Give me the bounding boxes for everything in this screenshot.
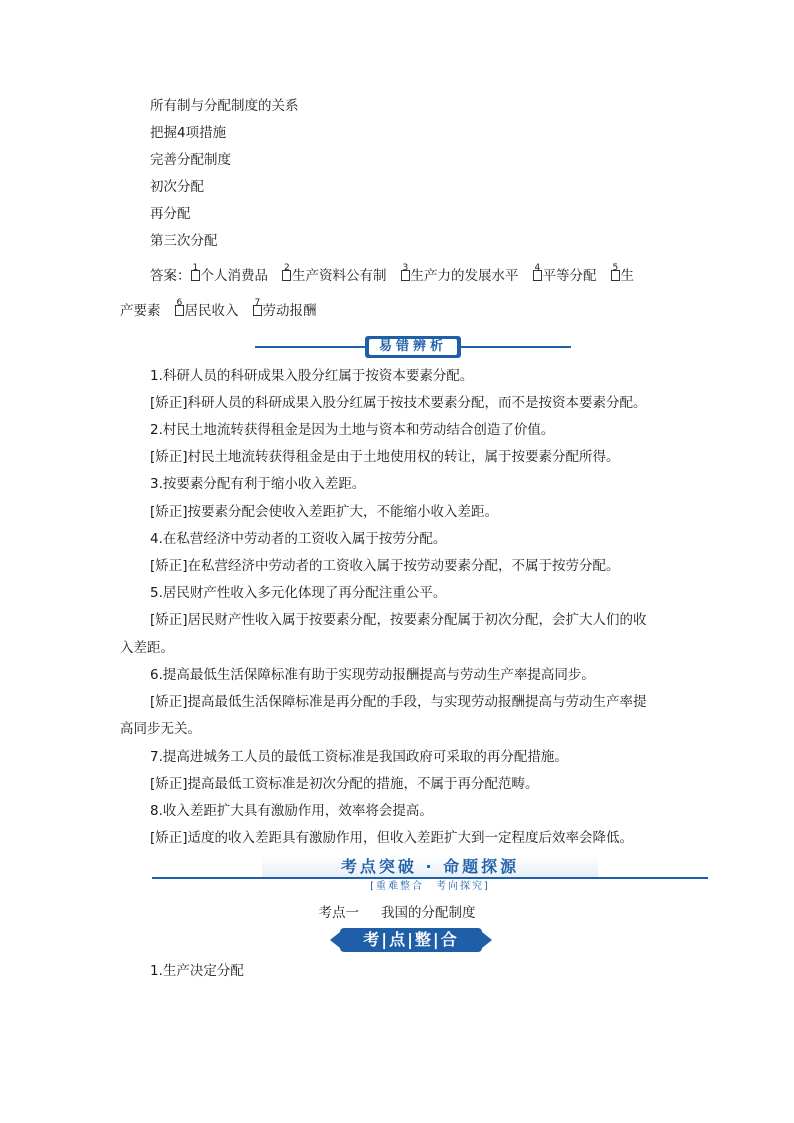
section-heading — [0, 904, 794, 922]
answer-label: 答案： — [150, 268, 191, 284]
outline-line-2: 把握4项措施 — [150, 125, 227, 141]
answer-item-4: 4 平等分配 — [534, 263, 597, 284]
error-item: 4.在私营经济中劳动者的工资收入属于按劳分配。 — [150, 531, 447, 547]
correction-item: [矫正]居民财产性收入属于按要素分配，按要素分配属于初次分配，会扩大人们的收 — [150, 612, 647, 628]
answer-item-5: 5 生 — [612, 263, 634, 284]
error-item: 7.提高进城务工人员的最低工资标准是我国政府可采取的再分配措施。 — [150, 749, 568, 765]
outline-line-5: 再分配 — [150, 206, 191, 222]
section-name: 我国的分配制度 — [381, 905, 476, 921]
outline-line-3: 完善分配制度 — [150, 152, 231, 168]
correction-item: [矫正]适度的收入差距具有激励作用，但收入差距扩大到一定程度后效率会降低。 — [150, 830, 634, 846]
correction-item: [矫正]科研人员的科研成果入股分红属于按技术要素分配，而不是按资本要素分配。 — [150, 395, 647, 411]
answer-item-6: 6 居民收入 — [176, 298, 239, 319]
error-item: 3.按要素分配有利于缩小收入差距。 — [150, 476, 366, 492]
answer-item-3: 3 生产力的发展水平 — [402, 263, 519, 284]
breakthrough-banner — [152, 857, 708, 897]
answer-item-2: 2 生产资料公有制 — [284, 263, 387, 284]
answer-line-1 — [150, 263, 648, 285]
key-points-badge — [330, 928, 492, 952]
breakthrough-title: 考点突破 · 命题探源 — [340, 857, 520, 876]
error-item: 1.科研人员的科研成果入股分红属于按资本要素分配。 — [150, 368, 474, 384]
correction-item: [矫正]村民土地流转获得租金是由于土地使用权的转让，属于按要素分配所得。 — [150, 449, 620, 465]
error-analysis-banner — [255, 336, 571, 358]
error-analysis-title: 易错辨析 — [369, 339, 457, 355]
answer-line-2: 产要素 6 居民收入 7 劳动报酬 — [120, 298, 317, 319]
key-points-title: 考|点|整|合 — [363, 930, 459, 949]
correction-item: [矫正]在私营经济中劳动者的工资收入属于按劳动要素分配，不属于按劳分配。 — [150, 558, 620, 574]
error-item: 8.收入差距扩大具有激励作用，效率将会提高。 — [150, 803, 433, 819]
error-item: 2.村民土地流转获得租金是因为土地与资本和劳动结合创造了价值。 — [150, 422, 555, 438]
correction-item: [矫正]提高最低生活保障标准是再分配的手段，与实现劳动报酬提高与劳动生产率提 — [150, 694, 647, 710]
correction-item-cont: 入差距。 — [120, 640, 174, 656]
answer-item-1: 1 个人消费品 — [192, 263, 268, 284]
outline-line-4: 初次分配 — [150, 179, 204, 195]
correction-item-cont: 高同步无关。 — [120, 721, 201, 737]
correction-item: [矫正]按要素分配会使收入差距扩大，不能缩小收入差距。 — [150, 504, 499, 520]
answer-item-7: 7 劳动报酬 — [254, 298, 317, 319]
outline-line-1: 所有制与分配制度的关系 — [150, 98, 299, 114]
section-prefix: 考点一 — [318, 905, 359, 921]
error-item: 5.居民财产性收入多元化体现了再分配注重公平。 — [150, 585, 447, 601]
error-item: 6.提高最低生活保障标准有助于实现劳动报酬提高与劳动生产率提高同步。 — [150, 667, 595, 683]
outline-line-6: 第三次分配 — [150, 233, 218, 249]
correction-item: [矫正]提高最低工资标准是初次分配的措施，不属于再分配范畴。 — [150, 776, 539, 792]
first-point: 1.生产决定分配 — [150, 963, 244, 979]
breakthrough-subtitle: [重难整合 考向探究] — [370, 881, 490, 892]
